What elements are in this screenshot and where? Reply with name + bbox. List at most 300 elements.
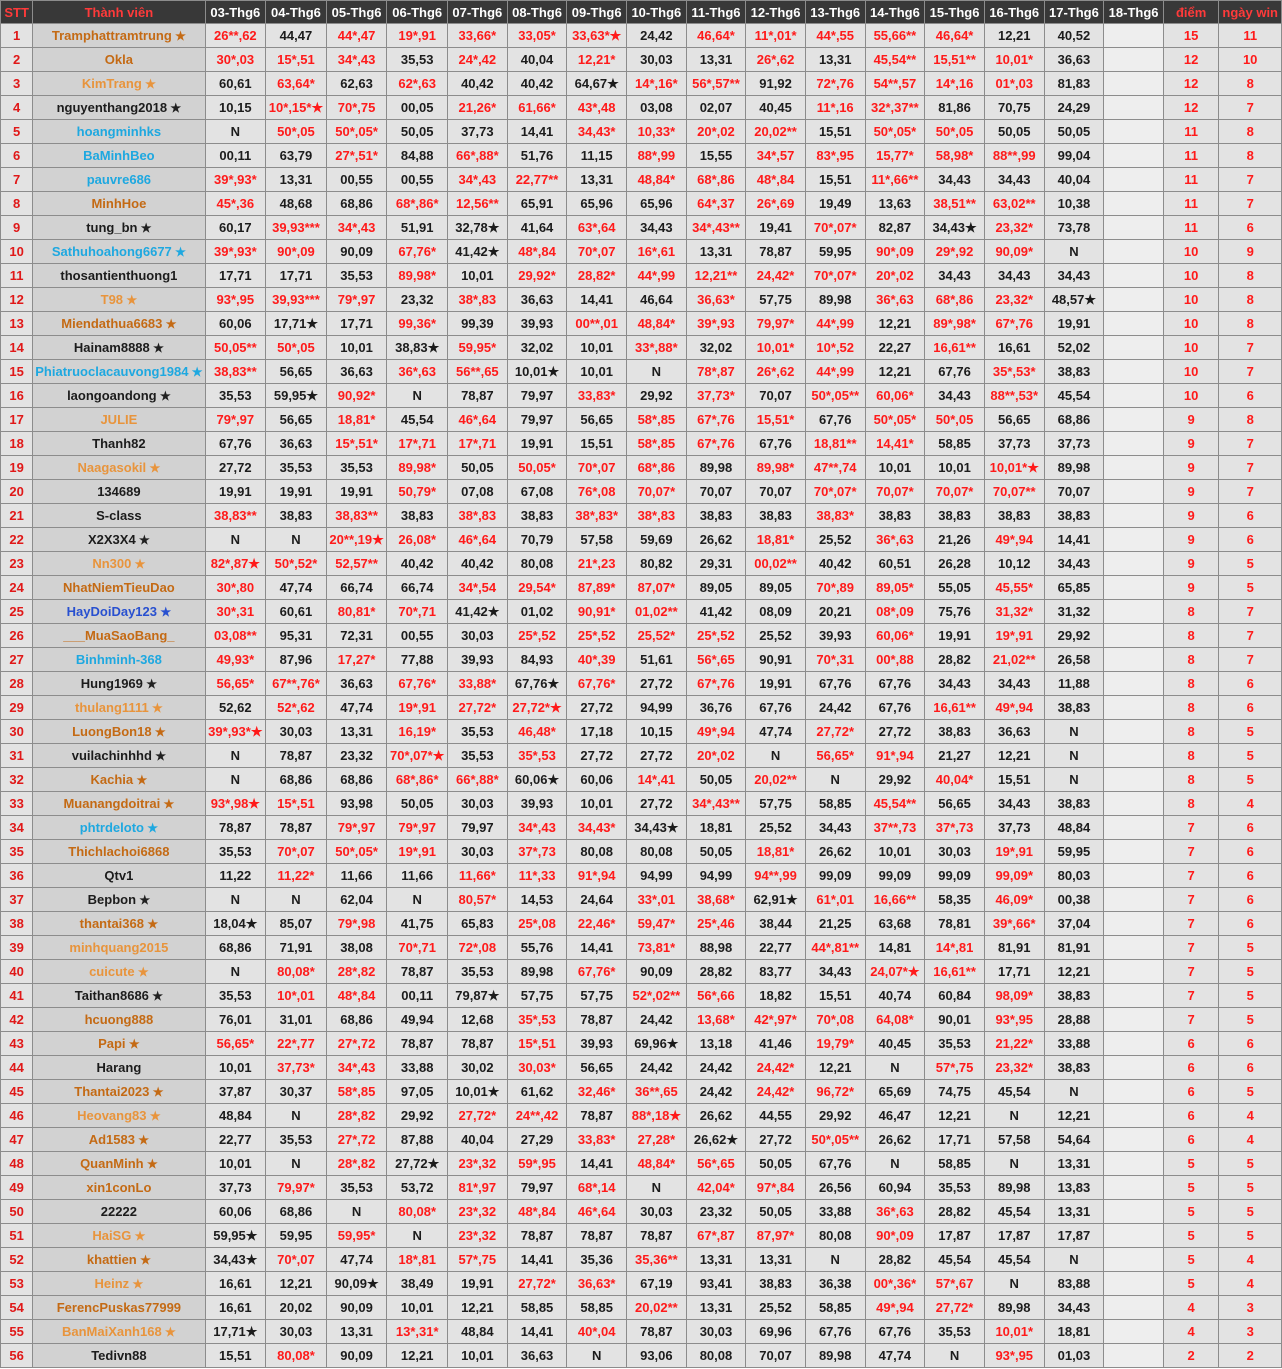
result-cell[interactable]: [984, 1272, 1044, 1296]
result-cell[interactable]: [387, 984, 448, 1008]
result-cell[interactable]: [984, 1152, 1044, 1176]
result-cell[interactable]: [865, 168, 925, 192]
result-cell[interactable]: [984, 120, 1044, 144]
result-cell[interactable]: [448, 96, 508, 120]
result-cell[interactable]: [1104, 960, 1164, 984]
column-header[interactable]: 10-Thg6: [627, 1, 687, 24]
result-cell[interactable]: [387, 72, 448, 96]
table-row[interactable]: [1, 1272, 1282, 1296]
result-cell[interactable]: [925, 600, 985, 624]
member-name-cell[interactable]: [33, 1032, 205, 1056]
result-cell[interactable]: [627, 552, 687, 576]
result-cell[interactable]: [1104, 96, 1164, 120]
table-row[interactable]: [1, 432, 1282, 456]
table-row[interactable]: [1, 288, 1282, 312]
result-cell[interactable]: [746, 528, 806, 552]
result-cell[interactable]: [746, 432, 806, 456]
result-cell[interactable]: [1104, 984, 1164, 1008]
result-cell[interactable]: [925, 552, 985, 576]
result-cell[interactable]: [1044, 1248, 1104, 1272]
result-cell[interactable]: [627, 528, 687, 552]
member-name-cell[interactable]: [33, 960, 205, 984]
result-cell[interactable]: [387, 480, 448, 504]
result-cell[interactable]: [686, 1296, 746, 1320]
result-cell[interactable]: [984, 264, 1044, 288]
result-cell[interactable]: [567, 336, 627, 360]
result-cell[interactable]: [865, 1152, 925, 1176]
result-cell[interactable]: [865, 408, 925, 432]
column-header[interactable]: 13-Thg6: [805, 1, 865, 24]
result-cell[interactable]: [567, 1248, 627, 1272]
result-cell[interactable]: [266, 1176, 327, 1200]
result-cell[interactable]: [448, 1152, 508, 1176]
result-cell[interactable]: [1044, 504, 1104, 528]
result-cell[interactable]: [326, 264, 387, 288]
result-cell[interactable]: [1044, 408, 1104, 432]
result-cell[interactable]: [205, 936, 266, 960]
result-cell[interactable]: [567, 600, 627, 624]
result-cell[interactable]: [567, 192, 627, 216]
result-cell[interactable]: [266, 192, 327, 216]
table-row[interactable]: [1, 792, 1282, 816]
result-cell[interactable]: [567, 1224, 627, 1248]
result-cell[interactable]: [627, 1296, 687, 1320]
result-cell[interactable]: [205, 528, 266, 552]
result-cell[interactable]: [805, 456, 865, 480]
result-cell[interactable]: [567, 96, 627, 120]
result-cell[interactable]: [1104, 1080, 1164, 1104]
result-cell[interactable]: [627, 1104, 687, 1128]
result-cell[interactable]: [448, 672, 508, 696]
table-row[interactable]: [1, 1200, 1282, 1224]
result-cell[interactable]: [805, 120, 865, 144]
result-cell[interactable]: [984, 48, 1044, 72]
column-header[interactable]: 08-Thg6: [507, 1, 567, 24]
table-row[interactable]: [1, 264, 1282, 288]
member-name-cell[interactable]: [33, 264, 205, 288]
result-cell[interactable]: [567, 480, 627, 504]
result-cell[interactable]: [266, 888, 327, 912]
result-cell[interactable]: [205, 1152, 266, 1176]
result-cell[interactable]: [1044, 816, 1104, 840]
result-cell[interactable]: [448, 600, 508, 624]
result-cell[interactable]: [1104, 384, 1164, 408]
result-cell[interactable]: [448, 744, 508, 768]
result-cell[interactable]: [448, 120, 508, 144]
result-cell[interactable]: [1044, 288, 1104, 312]
column-header[interactable]: ngày win: [1219, 1, 1282, 24]
result-cell[interactable]: [984, 72, 1044, 96]
result-cell[interactable]: [805, 1224, 865, 1248]
result-cell[interactable]: [326, 528, 387, 552]
result-cell[interactable]: [686, 1320, 746, 1344]
result-cell[interactable]: [627, 1344, 687, 1368]
result-cell[interactable]: [205, 504, 266, 528]
result-cell[interactable]: [746, 1344, 806, 1368]
result-cell[interactable]: [448, 648, 508, 672]
result-cell[interactable]: [865, 504, 925, 528]
result-cell[interactable]: [686, 168, 746, 192]
result-cell[interactable]: [805, 168, 865, 192]
result-cell[interactable]: [507, 432, 567, 456]
result-cell[interactable]: [865, 936, 925, 960]
result-cell[interactable]: [326, 48, 387, 72]
result-cell[interactable]: [1104, 648, 1164, 672]
result-cell[interactable]: [984, 1008, 1044, 1032]
result-cell[interactable]: [387, 696, 448, 720]
result-cell[interactable]: [266, 1248, 327, 1272]
table-row[interactable]: [1, 120, 1282, 144]
member-name-cell[interactable]: [33, 216, 205, 240]
result-cell[interactable]: [266, 24, 327, 48]
result-cell[interactable]: [805, 72, 865, 96]
result-cell[interactable]: [805, 1104, 865, 1128]
result-cell[interactable]: [627, 1272, 687, 1296]
result-cell[interactable]: [746, 384, 806, 408]
result-cell[interactable]: [448, 1224, 508, 1248]
result-cell[interactable]: [266, 336, 327, 360]
result-cell[interactable]: [627, 696, 687, 720]
result-cell[interactable]: [984, 888, 1044, 912]
table-row[interactable]: [1, 1248, 1282, 1272]
result-cell[interactable]: [387, 816, 448, 840]
result-cell[interactable]: [266, 312, 327, 336]
result-cell[interactable]: [326, 1248, 387, 1272]
result-cell[interactable]: [865, 888, 925, 912]
result-cell[interactable]: [205, 720, 266, 744]
result-cell[interactable]: [507, 1320, 567, 1344]
result-cell[interactable]: [984, 744, 1044, 768]
result-cell[interactable]: [205, 768, 266, 792]
result-cell[interactable]: [805, 1056, 865, 1080]
result-cell[interactable]: [984, 960, 1044, 984]
member-name-cell[interactable]: [33, 840, 205, 864]
result-cell[interactable]: [266, 144, 327, 168]
result-cell[interactable]: [266, 288, 327, 312]
result-cell[interactable]: [1044, 576, 1104, 600]
result-cell[interactable]: [326, 792, 387, 816]
result-cell[interactable]: [266, 1008, 327, 1032]
result-cell[interactable]: [266, 240, 327, 264]
result-cell[interactable]: [1044, 840, 1104, 864]
result-cell[interactable]: [984, 1176, 1044, 1200]
result-cell[interactable]: [387, 600, 448, 624]
result-cell[interactable]: [686, 72, 746, 96]
result-cell[interactable]: [984, 624, 1044, 648]
result-cell[interactable]: [326, 1104, 387, 1128]
result-cell[interactable]: [1044, 72, 1104, 96]
result-cell[interactable]: [448, 1344, 508, 1368]
result-cell[interactable]: [326, 1128, 387, 1152]
member-name-cell[interactable]: [33, 1320, 205, 1344]
table-row[interactable]: [1, 72, 1282, 96]
result-cell[interactable]: [507, 888, 567, 912]
result-cell[interactable]: [205, 48, 266, 72]
result-cell[interactable]: [205, 288, 266, 312]
result-cell[interactable]: [448, 1032, 508, 1056]
result-cell[interactable]: [326, 864, 387, 888]
result-cell[interactable]: [448, 840, 508, 864]
result-cell[interactable]: [984, 1344, 1044, 1368]
result-cell[interactable]: [567, 264, 627, 288]
result-cell[interactable]: [387, 1248, 448, 1272]
result-cell[interactable]: [326, 1056, 387, 1080]
result-cell[interactable]: [984, 912, 1044, 936]
member-name-cell[interactable]: [33, 1296, 205, 1320]
result-cell[interactable]: [1044, 624, 1104, 648]
result-cell[interactable]: [805, 840, 865, 864]
result-cell[interactable]: [805, 384, 865, 408]
result-cell[interactable]: [567, 432, 627, 456]
result-cell[interactable]: [1104, 264, 1164, 288]
result-cell[interactable]: [448, 1200, 508, 1224]
result-cell[interactable]: [746, 48, 806, 72]
table-row[interactable]: [1, 840, 1282, 864]
member-name-cell[interactable]: [33, 792, 205, 816]
result-cell[interactable]: [507, 120, 567, 144]
table-row[interactable]: [1, 192, 1282, 216]
result-cell[interactable]: [567, 360, 627, 384]
result-cell[interactable]: [805, 552, 865, 576]
result-cell[interactable]: [865, 48, 925, 72]
result-cell[interactable]: [746, 96, 806, 120]
result-cell[interactable]: [1104, 408, 1164, 432]
result-cell[interactable]: [205, 264, 266, 288]
result-cell[interactable]: [984, 816, 1044, 840]
result-cell[interactable]: [326, 1224, 387, 1248]
result-cell[interactable]: [805, 528, 865, 552]
result-cell[interactable]: [387, 792, 448, 816]
result-cell[interactable]: [627, 96, 687, 120]
result-cell[interactable]: [567, 504, 627, 528]
result-cell[interactable]: [865, 72, 925, 96]
result-cell[interactable]: [448, 72, 508, 96]
result-cell[interactable]: [1104, 1344, 1164, 1368]
member-name-cell[interactable]: [33, 120, 205, 144]
result-cell[interactable]: [746, 888, 806, 912]
result-cell[interactable]: [205, 408, 266, 432]
result-cell[interactable]: [925, 1032, 985, 1056]
result-cell[interactable]: [567, 240, 627, 264]
result-cell[interactable]: [746, 1128, 806, 1152]
result-cell[interactable]: [746, 696, 806, 720]
result-cell[interactable]: [1104, 912, 1164, 936]
result-cell[interactable]: [865, 1008, 925, 1032]
result-cell[interactable]: [205, 1032, 266, 1056]
result-cell[interactable]: [507, 288, 567, 312]
result-cell[interactable]: [326, 696, 387, 720]
table-row[interactable]: [1, 456, 1282, 480]
result-cell[interactable]: [1104, 288, 1164, 312]
result-cell[interactable]: [984, 480, 1044, 504]
result-cell[interactable]: [865, 1296, 925, 1320]
result-cell[interactable]: [746, 600, 806, 624]
result-cell[interactable]: [387, 384, 448, 408]
result-cell[interactable]: [567, 168, 627, 192]
result-cell[interactable]: [627, 816, 687, 840]
result-cell[interactable]: [805, 1032, 865, 1056]
result-cell[interactable]: [865, 528, 925, 552]
result-cell[interactable]: [865, 216, 925, 240]
result-cell[interactable]: [805, 1344, 865, 1368]
result-cell[interactable]: [1104, 1320, 1164, 1344]
result-cell[interactable]: [686, 1224, 746, 1248]
result-cell[interactable]: [746, 192, 806, 216]
result-cell[interactable]: [266, 816, 327, 840]
result-cell[interactable]: [266, 648, 327, 672]
result-cell[interactable]: [865, 1176, 925, 1200]
result-cell[interactable]: [266, 576, 327, 600]
result-cell[interactable]: [805, 696, 865, 720]
result-cell[interactable]: [387, 1272, 448, 1296]
result-cell[interactable]: [805, 1008, 865, 1032]
result-cell[interactable]: [925, 312, 985, 336]
result-cell[interactable]: [448, 1104, 508, 1128]
table-row[interactable]: [1, 864, 1282, 888]
column-header[interactable]: điểm: [1163, 1, 1218, 24]
result-cell[interactable]: [984, 336, 1044, 360]
result-cell[interactable]: [507, 1128, 567, 1152]
table-row[interactable]: [1, 144, 1282, 168]
result-cell[interactable]: [865, 744, 925, 768]
result-cell[interactable]: [984, 312, 1044, 336]
result-cell[interactable]: [984, 1320, 1044, 1344]
result-cell[interactable]: [448, 528, 508, 552]
result-cell[interactable]: [984, 576, 1044, 600]
result-cell[interactable]: [865, 1032, 925, 1056]
result-cell[interactable]: [266, 264, 327, 288]
result-cell[interactable]: [448, 504, 508, 528]
result-cell[interactable]: [1104, 1008, 1164, 1032]
result-cell[interactable]: [448, 768, 508, 792]
result-cell[interactable]: [746, 480, 806, 504]
result-cell[interactable]: [1104, 48, 1164, 72]
member-name-cell[interactable]: [33, 720, 205, 744]
result-cell[interactable]: [865, 1224, 925, 1248]
result-cell[interactable]: [266, 168, 327, 192]
result-cell[interactable]: [984, 24, 1044, 48]
result-cell[interactable]: [984, 984, 1044, 1008]
column-header[interactable]: 09-Thg6: [567, 1, 627, 24]
result-cell[interactable]: [925, 192, 985, 216]
result-cell[interactable]: [925, 1176, 985, 1200]
result-cell[interactable]: [1104, 240, 1164, 264]
member-name-cell[interactable]: [33, 456, 205, 480]
result-cell[interactable]: [865, 792, 925, 816]
result-cell[interactable]: [567, 1104, 627, 1128]
result-cell[interactable]: [1104, 936, 1164, 960]
result-cell[interactable]: [326, 816, 387, 840]
member-name-cell[interactable]: [33, 432, 205, 456]
result-cell[interactable]: [627, 744, 687, 768]
result-cell[interactable]: [746, 960, 806, 984]
result-cell[interactable]: [1104, 1248, 1164, 1272]
result-cell[interactable]: [567, 384, 627, 408]
result-cell[interactable]: [805, 96, 865, 120]
member-name-cell[interactable]: [33, 624, 205, 648]
result-cell[interactable]: [507, 168, 567, 192]
result-cell[interactable]: [507, 192, 567, 216]
result-cell[interactable]: [865, 96, 925, 120]
result-cell[interactable]: [1044, 144, 1104, 168]
result-cell[interactable]: [805, 1128, 865, 1152]
result-cell[interactable]: [387, 288, 448, 312]
result-cell[interactable]: [984, 1080, 1044, 1104]
result-cell[interactable]: [507, 312, 567, 336]
result-cell[interactable]: [387, 240, 448, 264]
result-cell[interactable]: [686, 624, 746, 648]
result-cell[interactable]: [805, 336, 865, 360]
result-cell[interactable]: [686, 648, 746, 672]
result-cell[interactable]: [1104, 1032, 1164, 1056]
result-cell[interactable]: [266, 672, 327, 696]
result-cell[interactable]: [746, 936, 806, 960]
result-cell[interactable]: [205, 24, 266, 48]
result-cell[interactable]: [507, 240, 567, 264]
result-cell[interactable]: [1044, 216, 1104, 240]
member-name-cell[interactable]: [33, 1200, 205, 1224]
result-cell[interactable]: [746, 1056, 806, 1080]
result-cell[interactable]: [507, 1272, 567, 1296]
result-cell[interactable]: [627, 576, 687, 600]
result-cell[interactable]: [865, 552, 925, 576]
result-cell[interactable]: [205, 984, 266, 1008]
result-cell[interactable]: [567, 1296, 627, 1320]
result-cell[interactable]: [567, 1272, 627, 1296]
result-cell[interactable]: [925, 1200, 985, 1224]
result-cell[interactable]: [205, 672, 266, 696]
result-cell[interactable]: [205, 1320, 266, 1344]
result-cell[interactable]: [326, 744, 387, 768]
table-row[interactable]: [1, 672, 1282, 696]
result-cell[interactable]: [865, 840, 925, 864]
result-cell[interactable]: [326, 288, 387, 312]
result-cell[interactable]: [448, 1176, 508, 1200]
result-cell[interactable]: [1044, 240, 1104, 264]
result-cell[interactable]: [448, 456, 508, 480]
member-name-cell[interactable]: [33, 744, 205, 768]
result-cell[interactable]: [448, 144, 508, 168]
result-cell[interactable]: [686, 192, 746, 216]
result-cell[interactable]: [1044, 960, 1104, 984]
result-cell[interactable]: [865, 144, 925, 168]
result-cell[interactable]: [387, 336, 448, 360]
table-row[interactable]: [1, 1320, 1282, 1344]
result-cell[interactable]: [448, 48, 508, 72]
result-cell[interactable]: [746, 648, 806, 672]
result-cell[interactable]: [205, 336, 266, 360]
result-cell[interactable]: [507, 360, 567, 384]
result-cell[interactable]: [627, 1152, 687, 1176]
result-cell[interactable]: [1044, 528, 1104, 552]
result-cell[interactable]: [627, 24, 687, 48]
result-cell[interactable]: [448, 984, 508, 1008]
result-cell[interactable]: [627, 264, 687, 288]
column-header[interactable]: 11-Thg6: [686, 1, 746, 24]
result-cell[interactable]: [984, 936, 1044, 960]
result-cell[interactable]: [1104, 1224, 1164, 1248]
result-cell[interactable]: [686, 1152, 746, 1176]
result-cell[interactable]: [627, 360, 687, 384]
result-cell[interactable]: [1044, 312, 1104, 336]
result-cell[interactable]: [567, 72, 627, 96]
result-cell[interactable]: [627, 288, 687, 312]
result-cell[interactable]: [1104, 720, 1164, 744]
result-cell[interactable]: [1044, 720, 1104, 744]
result-cell[interactable]: [507, 528, 567, 552]
result-cell[interactable]: [984, 528, 1044, 552]
result-cell[interactable]: [205, 1008, 266, 1032]
